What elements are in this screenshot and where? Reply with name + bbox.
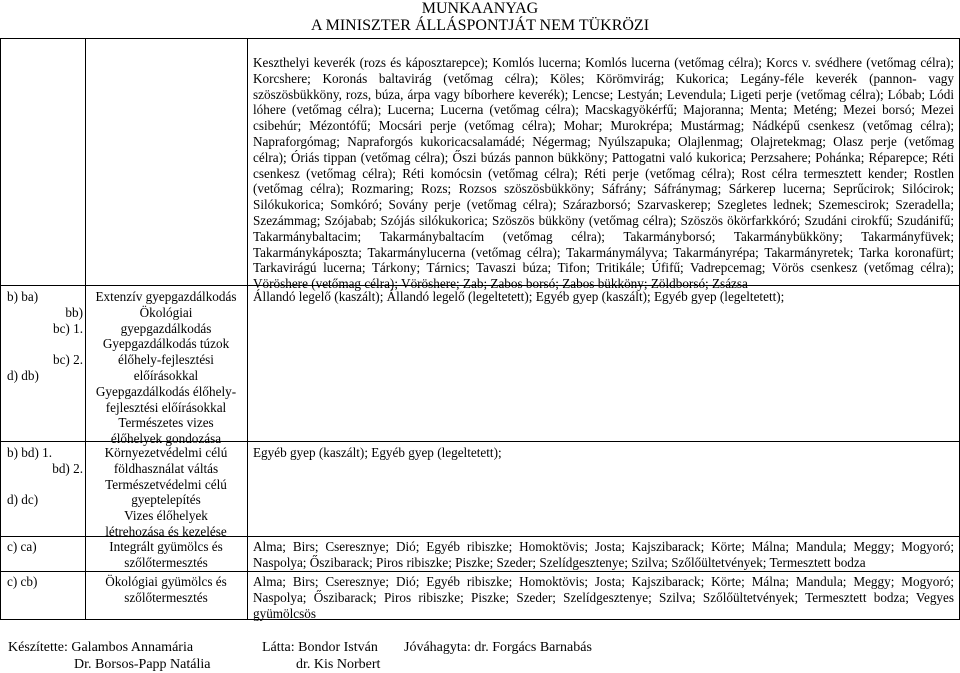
measure-code: d) dc) (7, 492, 39, 508)
measure-code: d) db) (7, 367, 39, 383)
measure-codes-row-1 (7, 289, 83, 384)
measure-code (7, 477, 83, 493)
measure-code: bc) 2. (52, 352, 83, 368)
measure-name: Ökológiai gyümölcs és (105, 574, 227, 589)
measure-code: b) ba) (7, 289, 39, 304)
header-line-2: A MINISZTER ÁLLÁSPONTJÁT NEM TÜKRÖZI (310, 17, 650, 34)
crop-list-row-4: Alma; Birs; Cseresznye; Dió; Egyéb ribiszke; Homoktövis; Josta; Kajszibarack; Körte; Málna; Mandula; Meggy; Mogyoró; Naspolya; Őszibarack; Piros ribiszke; Piszke; Szeder; Szelídgesztenye; Szilva; Szőlőültetvények; Termesztett bodza; Vegyes gyümölcsös (253, 574, 954, 621)
column-divider (247, 39, 248, 619)
crop-list-row-3: Alma; Birs; Cseresznye; Dió; Egyéb ribiszke; Homoktövis; Josta; Kajszibarack; Körte; Málna; Mandula; Meggy; Mogyoró; Naspolya; Őszibarack; Piros ribiszke; Piszke; Szeder; Szelídgesztenye; Szilva; Szőlőültetvények; Termesztett bodza (253, 539, 954, 570)
measure-codes-row-3 (7, 539, 83, 555)
footer-prepared-line-1: Készítette: Galambos Annamária (8, 640, 194, 655)
measure-code: b) bd) 1. (7, 445, 53, 460)
measure-names-row-3 (87, 539, 245, 571)
row-divider (1, 571, 959, 572)
measure-name: Extenzív gyepgazdálkodás (95, 289, 237, 304)
measure-code: bb) (65, 304, 83, 320)
measure-code: c) ca) (7, 539, 37, 554)
measure-name: Vizes élőhelyek (124, 508, 208, 524)
measure-names-row-4 (87, 574, 245, 606)
footer-prepared (8, 640, 248, 673)
measure-name: élőhelyek gondozása (110, 431, 222, 447)
watermark-header (300, 0, 660, 34)
measure-name: Gyepgazdálkodás élőhely- (95, 383, 237, 399)
measure-name: Gyepgazdálkodás túzok (102, 336, 230, 352)
measure-name: Ökológiai (139, 304, 193, 320)
footer-seen-line-2: dr. Kis Norbert (296, 656, 381, 672)
measure-name: földhasználat váltás (113, 460, 219, 476)
measure-name: Természetvédelmi célú (105, 476, 227, 492)
footer-approved-line-1: Jóváhagyta: dr. Forgács Barnabás (404, 640, 592, 655)
footer-seen (262, 640, 412, 673)
measure-names-row-1 (87, 289, 245, 447)
crop-list-row-0: Keszthelyi keverék (rozs és káposztarepce); Komlós lucerna; Komlós lucerna (vetőmag célra); Korcs v. svédhere (vetőmag célra); Korcshere; Koronás baltavirág (vetőmag célra); Köles; Körömvirág; Kukorica; Legány-féle keverék (pannon- vagy szöszösbükköny, rozs, búza, árpa vagy bíborhere keverék); Lencse; Lestyán; Levendula; Ligeti perje (vetőmag célra); Lóbab; Lódi lóhere (vetőmag célra); Lucerna; Lucerna (vetőmag célra); Macskagyökérfű; Majoranna; Menta; Meténg; Mezei borsó; Mezei csibehúr; Mézontófű; Mocsári perje (vetőmag célra); Mohar; Murokrépa; Mustármag; Nádképű csenkesz (vetőmag célra); Napraforgómag; Napraforgós kukoricacsalamádé; Négermag; Nyúlszapuka; Olajlenmag; Olajretekmag; Olasz perje (vetőmag célra); Óriás tippan (vetőmag célra); Őszi búzás pannon bükköny; Pattogatni való kukorica; Perzsahere; Pohánka; Réparepce; Réti csenkesz (vetőmag célra); Réti komócsin (vetőmag célra); Réti perje (vetőmag célra); Rost célra termesztett kender; Rostlen (vetőmag célra); Rozmaring; Rozs; Rozsos szöszösbükköny; Sáfrány; Sáfránymag; Sárkerep lucerna; Seprűcirok; Silócirok; Silókukorica; Somkóró; Sovány perje (vetőmag célra); Szárazborsó; Szarvaskerep; Szegletes lednek; Szemescirok; Szeradella; Szezámmag; Szójabab; Szójás silókukorica; Szöszös bükköny (vetőmag célra); Szöszös ökörfarkkóró; Szudáni cirokfű; Szudánifű; Takarmánybaltacim; Takarmánybaltacím (vetőmag célra); Takarmányborsó; Takarmánybükköny; Takarmányfüvek; Takarmánykáposzta; Takarmánylucerna (vetőmag célra); Takarmánymályva; Takarmányrépa; Takarmányretek; Tarka koronafürt; Tarkavirágú lucerna; Tárkony; Tárnics; Tavaszi búza; Tifon; Tritikále; Úfifű; Vadrepcemag; Vörös csenkesz (vetőmag célra); Vöröshere (vetőmag célra); Vöröshere; Zab; Zabos borsó; Zabos bükköny; Zöldborsó; Zsázsa (253, 55, 954, 292)
measure-name: Integrált gyümölcs és (109, 539, 223, 554)
measure-names-row-2 (87, 445, 245, 540)
measure-codes-row-4 (7, 574, 83, 590)
footer-prepared-line-2: Dr. Borsos-Papp Natália (74, 656, 211, 672)
measure-codes-row-2 (7, 445, 83, 508)
crop-list-row-1: Állandó legelő (kaszált); Állandó legelő (legeltetett); Egyéb gyep (kaszált); Egyéb gyep (legeltetett); (253, 289, 785, 304)
measure-code: bc) 1. (52, 320, 83, 336)
measure-name: gyepgazdálkodás (120, 320, 212, 336)
measure-name: szőlőtermesztés (124, 554, 208, 570)
header-line-1: MUNKAANYAG (421, 0, 539, 17)
measure-code: bd) 2. (52, 460, 83, 476)
measure-code (7, 336, 83, 352)
measure-name: Környezetvédelmi célú (104, 445, 228, 460)
measure-name: Természetes vizes (118, 415, 214, 431)
footer-seen-line-1: Látta: Bondor István (262, 640, 378, 655)
measures-table (0, 38, 960, 620)
measure-code: c) cb) (7, 574, 38, 589)
footer-approved (404, 640, 644, 657)
measure-name: élőhely-fejlesztési (118, 352, 214, 368)
measure-name: gyeptelepítés (131, 492, 201, 508)
measure-name: létrehozása és kezelése (105, 523, 227, 539)
measure-name: fejlesztési előírásokkal (105, 399, 227, 415)
crop-list-row-2: Egyéb gyep (kaszált); Egyéb gyep (legeltetett); (253, 445, 502, 460)
measure-name: előírásokkal (133, 367, 199, 383)
column-divider (85, 39, 86, 619)
measure-name: szőlőtermesztés (124, 589, 208, 605)
